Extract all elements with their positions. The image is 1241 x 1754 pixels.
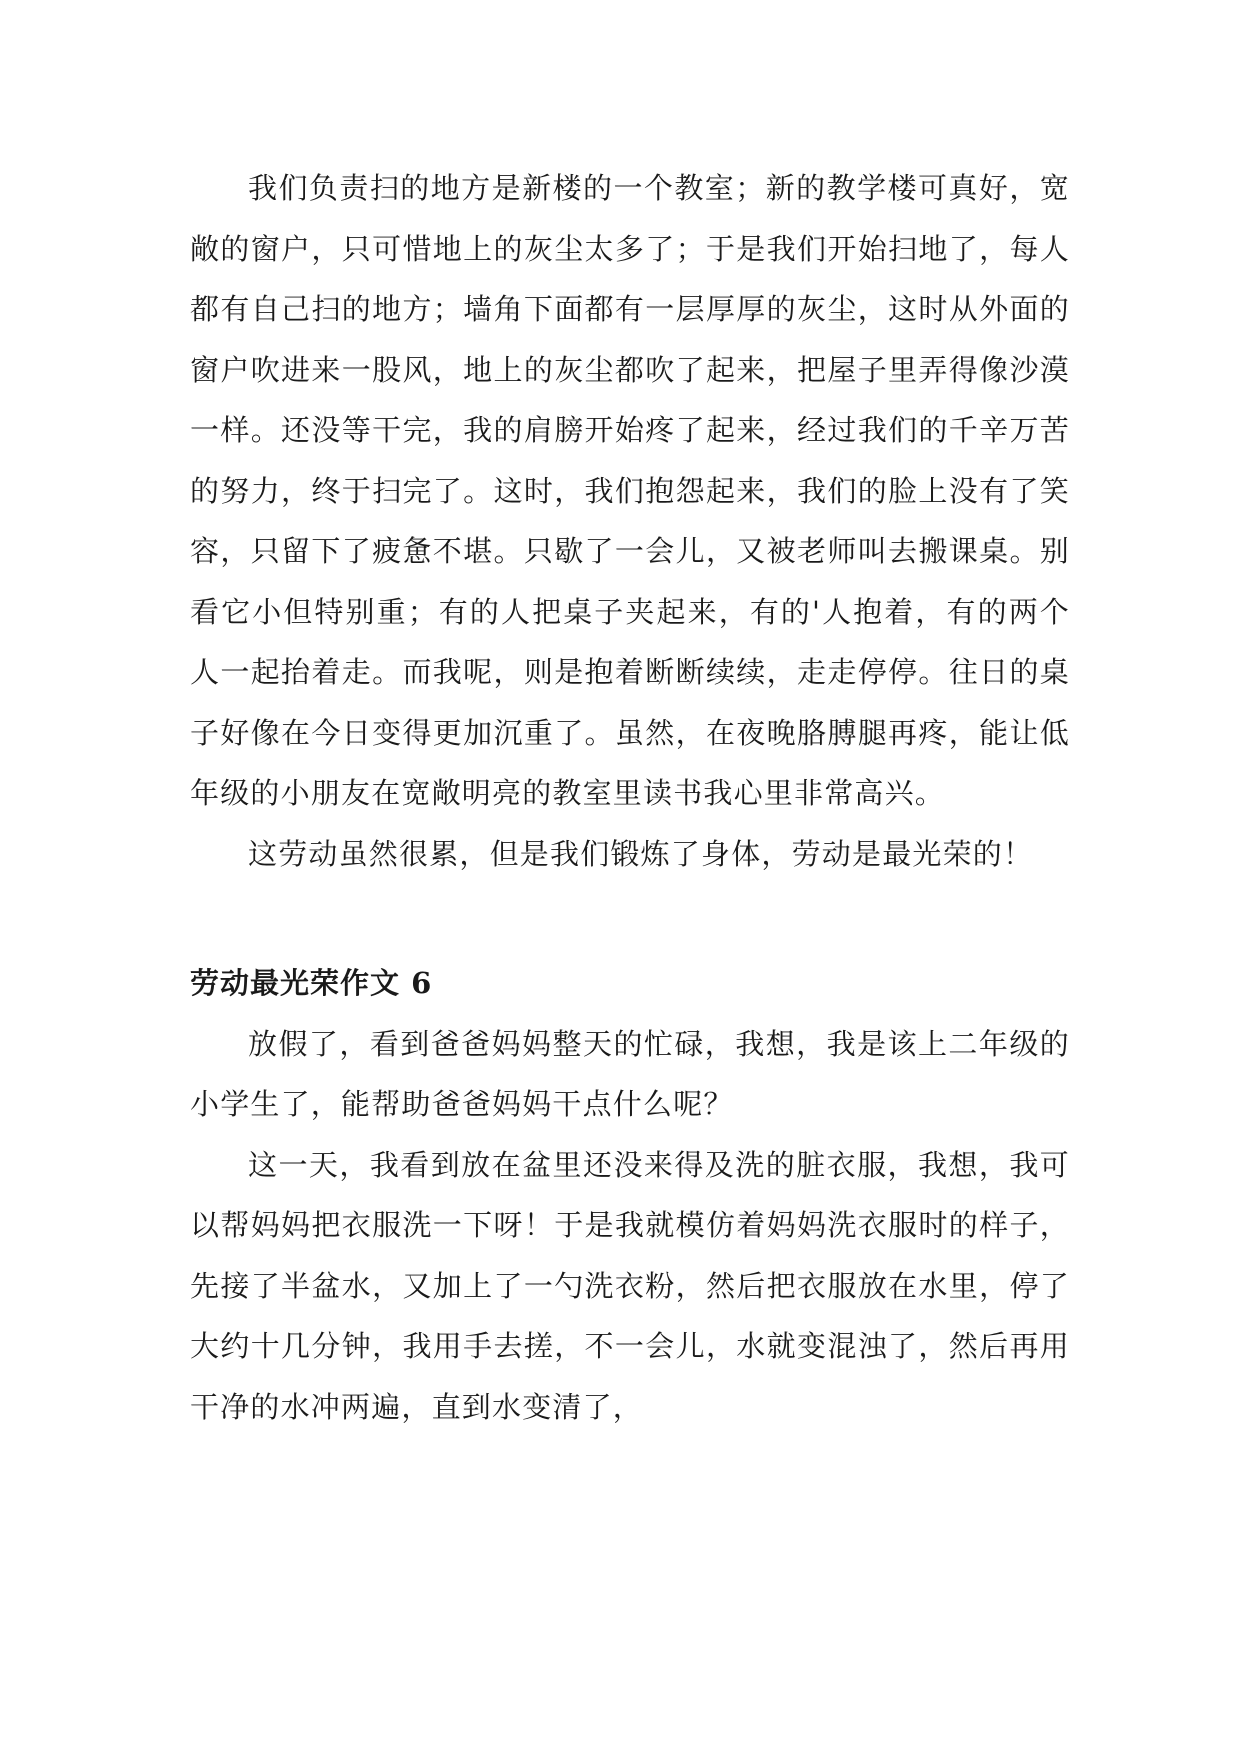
paragraph-summer-vacation: 放假了，看到爸爸妈妈整天的忙碌，我想，我是该上二年级的小学生了，能帮助爸爸妈妈干点什么呢？ <box>190 1026 1070 1121</box>
document-page <box>190 158 1070 1437</box>
paragraph-cleaning-classroom: 我们负责扫的地方是新楼的一个教室；新的教学楼可真好，宽敞的窗户，只可惜地上的灰尘太多了；于是我们开始扫地了，每人都有自己扫的地方；墙角下面都有一层厚厚的灰尘，这时从外面的窗户吹进来一股风，地上的灰尘都吹了起来，把屋子里弄得像沙漠一样。还没等干完，我的肩膀开始疼了起来，经过我们的千辛万苦的努力，终于扫完了。这时，我们抱怨起来，我们的脸上没有了笑容，只留下了疲惫不堪。只歇了一会儿，又被老师叫去搬课桌。别看它小但特别重；有的人把桌子夹起来，有的'人抱着，有的两个人一起抬着走。而我呢，则是抱着断断续续，走走停停。往日的桌子好像在今日变得更加沉重了。虽然，在夜晚胳膊腿再疼，能让低年级的小朋友在宽敞明亮的教室里读书我心里非常高兴。 <box>190 171 1070 810</box>
paragraph-washing-clothes: 这一天，我看到放在盆里还没来得及洗的脏衣服，我想，我可以帮妈妈把衣服洗一下呀！于是我就模仿着妈妈洗衣服时的样子，先接了半盆水，又加上了一勺洗衣粉，然后把衣服放在水里，停了大约十几分钟，我用手去搓，不一会儿，水就变混浊了，然后再用干净的水冲两遍，直到水变清了， <box>190 1147 1070 1424</box>
section-title: 劳动最光荣作文 6 <box>190 966 433 1000</box>
paragraph-labor-glorious: 这劳动虽然很累，但是我们锻炼了身体，劳动是最光荣的！ <box>248 836 1034 871</box>
